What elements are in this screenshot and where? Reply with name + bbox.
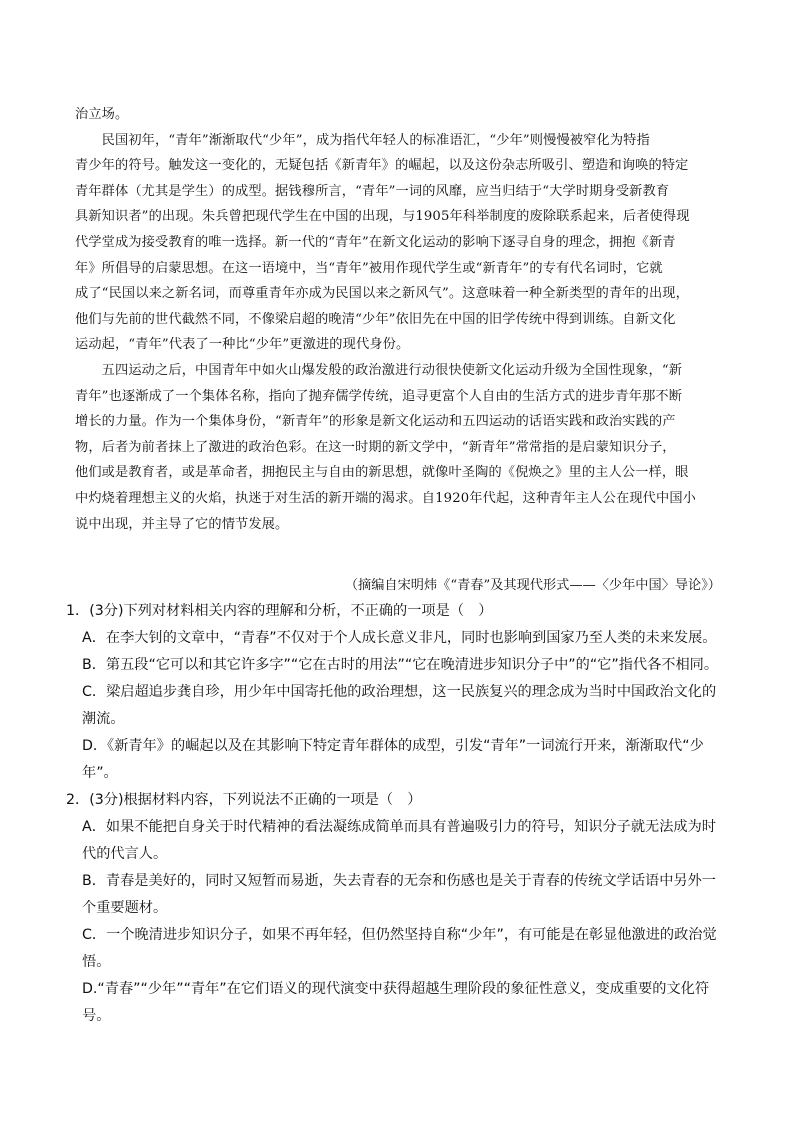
- option-text-continued: 潮流。: [82, 711, 125, 727]
- passage-line: 青少年的符号。触发这一变化的，无疑包括《新青年》的崛起，以及这份杂志所吸引、塑造和询唤的特定: [75, 158, 689, 174]
- option-text: D.“青春”“少年”“青年”在它们语义的现代演变中获得超越生理阶段的象征性意义，变成重要的文化符号。: [82, 981, 710, 1024]
- passage-line: 民国初年，“青年”渐渐取代“少年”，成为指代年轻人的标准语汇，“少年”则慢慢被窄化为特指: [75, 132, 650, 148]
- question-stem: 1．(3分)下列对材料相关内容的理解和分析，不正确的一项是（ ）: [66, 603, 493, 619]
- passage-line: 青年群体（尤其是学生）的成型。据钱穆所言，“青年”一词的风靡，应当归结于“大学时期身受新教育: [75, 183, 670, 199]
- option-text: C．梁启超追步龚自珍，用少年中国寄托他的政治理想，这一民族复兴的理念成为当时中国政治文化的: [82, 684, 717, 700]
- option-text: B．青春是美好的，同时又短暂而易逝，失去青春的无奈和伤感也是关于青春的传统文学话语中另外一: [82, 873, 716, 889]
- option-a[interactable]: [66, 625, 726, 652]
- option-a[interactable]: [66, 814, 726, 868]
- passage-line: 中灼烧着理想主义的火焰，执迷于对生活的新开端的渴求。自1920年代起，这种青年主人公在现代中国小: [75, 490, 697, 506]
- option-d[interactable]: [66, 733, 726, 787]
- question-list: [66, 598, 726, 1030]
- question-1: [66, 598, 726, 787]
- passage-line: 青年”也逐渐成了一个集体名称，指向了抛弃儒学传统，追寻更富个人自由的生活方式的进步青年那不断: [75, 388, 683, 404]
- passage-line: 治立场。: [75, 107, 129, 122]
- passage-line: 运动起，“青年”代表了一种比“少年”更激进的现代身份。: [75, 337, 410, 353]
- passage-source-citation: （摘编自宋明炜《“青春”及其现代形式——〈少年中国〉导论》）: [344, 578, 721, 593]
- option-text: A．如果不能把自身关于时代精神的看法凝练成简单而具有普遍吸引力的符号，知识分子就无法成为时: [82, 819, 716, 835]
- question-stem: 2．(3分)根据材料内容，下列说法不正确的一项是（ ）: [66, 792, 422, 808]
- option-text: D．《新青年》的崛起以及在其影响下特定青年群体的成型，引发“青年”一词流行开来，渐渐取代“少: [82, 738, 704, 754]
- option-b[interactable]: [66, 868, 726, 922]
- option-text: C．一个晚清进步知识分子，如果不再年轻，但仍然坚持自称“少年”，有可能是在彰显他激进的政治觉: [82, 927, 717, 943]
- option-text: B．第五段“它可以和其它许多字”“它在古时的用法”“它在晚清进步知识分子中”的“它”指代各不相同。: [82, 657, 719, 673]
- passage-line: 他们与先前的世代截然不同，不像梁启超的晚清“少年”依旧先在中国的旧学传统中得到训练。自新文化: [75, 311, 676, 327]
- passage-line: 年》所倡导的启蒙思想。在这一语境中，当“青年”被用作现代学生或“新青年”的专有代名词时，它就: [75, 260, 663, 276]
- passage-line: 增长的力量。作为一个集体身份，“新青年”的形象是新文化运动和五四运动的话语实践和政治实践的产: [75, 414, 676, 430]
- passage-line: 成了“民国以来之新名词，而尊重青年亦成为民国以来之新风气”。这意味着一种全新类型的青年的出现，: [75, 286, 689, 302]
- question-2: [66, 787, 726, 1030]
- option-text-continued: 年”。: [82, 765, 118, 781]
- passage-line: 五四运动之后，中国青年中如火山爆发般的政治激进行动很快使新文化运动升级为全国性现象，“新: [75, 362, 683, 378]
- option-text: A．在李大钊的文章中，“青春”不仅对于个人成长意义非凡，同时也影响到国家乃至人类的未来发展。: [82, 630, 717, 646]
- option-d[interactable]: [66, 976, 726, 1030]
- option-text-continued: 悟。: [82, 954, 111, 970]
- passage-line: 说中出现，并主导了它的情节发展。: [75, 516, 289, 532]
- option-b[interactable]: [66, 652, 726, 679]
- passage-line: 他们或是教育者，或是革命者，拥抱民主与自由的新思想，就像叶圣陶的《倪焕之》里的主人公一样，眼: [75, 465, 689, 481]
- reading-passage: [75, 102, 725, 537]
- passage-line: 物，后者为前者抹上了激进的政治色彩。在这一时期的新文学中，“新青年”常常指的是启蒙知识分子，: [75, 439, 676, 455]
- option-text-continued: 个重要题材。: [82, 900, 168, 916]
- option-c[interactable]: [66, 679, 726, 733]
- option-text-continued: 代的代言人。: [82, 846, 168, 862]
- passage-line: 具新知识者”的出现。朱兵曾把现代学生在中国的出现，与1905年科举制度的废除联系起来，后者使得现: [75, 209, 690, 225]
- passage-line: 代学堂成为接受教育的唯一选择。新一代的“青年”在新文化运动的影响下逐寻自身的理念，拥抱《新青: [75, 234, 676, 250]
- option-c[interactable]: [66, 922, 726, 976]
